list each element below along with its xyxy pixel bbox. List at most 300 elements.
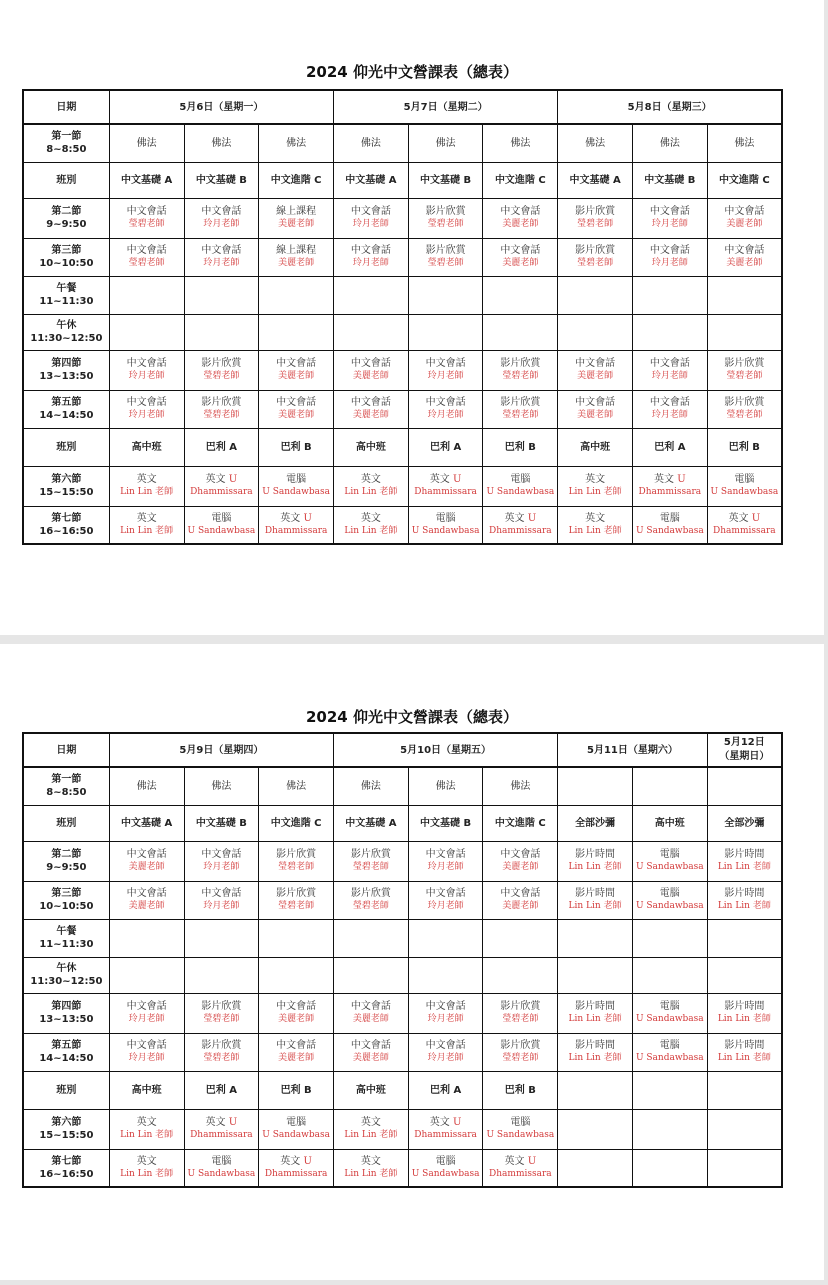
teacher-prefix: U (303, 1155, 312, 1167)
period-row-p5 (23, 1033, 782, 1071)
subject-text: 中文會話 (425, 888, 466, 899)
period-label (23, 805, 109, 841)
schedule-cell (408, 276, 483, 314)
schedule-cell (184, 919, 259, 957)
period-name: 第三節 (51, 245, 82, 256)
period-time: 15~15:50 (39, 487, 94, 498)
subject-text: 中文會話 (425, 849, 466, 860)
subject-text: 電腦 (734, 474, 755, 485)
class-name-cell: 巴利 B (707, 428, 782, 466)
teacher-text: Lin Lin 老師 (568, 525, 622, 536)
period-name: 第三節 (51, 888, 82, 899)
teacher-text: Dhammissara (414, 1130, 477, 1140)
subject-text: 影片時間 (724, 888, 765, 899)
schedule-cell (707, 993, 782, 1033)
teacher-text: 玲月老師 (128, 1014, 165, 1024)
subject-text: 影片欣賞 (500, 1040, 541, 1051)
schedule-cell (259, 1149, 334, 1187)
subject-text: 影片欣賞 (500, 358, 541, 369)
teacher-text: 美麗老師 (502, 862, 539, 872)
schedule-cell (109, 919, 184, 957)
teacher-text: Lin Lin 老師 (717, 901, 771, 911)
schedule-cell (184, 1033, 259, 1071)
class-name-cell: 高中班 (632, 805, 707, 841)
teacher-text: 玲月老師 (427, 1014, 464, 1024)
teacher-text: U Sandawbasa (411, 1168, 480, 1179)
subject-text: 電腦 (211, 1155, 232, 1167)
schedule-cell: 佛法 (184, 767, 259, 805)
teacher-text: Dhammissara (264, 525, 328, 536)
teacher-text: 瑩碧老師 (352, 862, 389, 872)
schedule-cell (334, 506, 409, 544)
subject-text: 中文會話 (201, 849, 242, 860)
subject-text: 英文 (585, 474, 606, 485)
subject-text: 英文 (360, 1117, 381, 1128)
period-time: 13~13:50 (39, 1014, 94, 1025)
period-label (23, 390, 109, 428)
period-label (23, 1033, 109, 1071)
schedule-cell (109, 993, 184, 1033)
schedule-cell (408, 1109, 483, 1149)
teacher-text: U Sandawbasa (635, 525, 704, 536)
class-name-cell: 全部沙彌 (558, 805, 633, 841)
period-name: 第四節 (51, 358, 82, 369)
period-label (23, 506, 109, 544)
teacher-text: Lin Lin 老師 (568, 862, 622, 872)
schedule-cell (558, 1149, 633, 1187)
period-label (23, 1149, 109, 1187)
schedule-cell (483, 466, 558, 506)
schedule-cell (109, 198, 184, 238)
class-name-cell: 中文基礎 A (109, 805, 184, 841)
period-time: 11~11:30 (39, 296, 94, 307)
teacher-prefix: U (228, 474, 238, 485)
period-row-cls1 (23, 805, 782, 841)
teacher-text: 玲月老師 (651, 371, 688, 381)
schedule-cell: 佛法 (109, 124, 184, 162)
schedule-cell (632, 390, 707, 428)
schedule-cell (483, 1109, 558, 1149)
subject-text: 影片欣賞 (500, 397, 541, 408)
class-name-cell: 中文進階 C (259, 805, 334, 841)
schedule-cell (184, 350, 259, 390)
period-name: 第六節 (51, 474, 82, 485)
subject-text: 中文會話 (350, 1001, 391, 1012)
subject-text: 中文會話 (276, 397, 317, 408)
period-row-lunch (23, 276, 782, 314)
schedule-cell (184, 881, 259, 919)
teacher-text: Dhammissara (489, 1168, 552, 1179)
schedule-cell (707, 1033, 782, 1071)
subject-text: 電腦 (435, 512, 456, 524)
schedule-cell (259, 1033, 334, 1071)
period-label (23, 957, 109, 993)
schedule-cell (558, 767, 633, 805)
schedule-cell: 佛法 (707, 124, 782, 162)
subject-text: 電腦 (659, 1001, 680, 1012)
teacher-prefix: U (527, 512, 537, 524)
schedule-cell (483, 350, 558, 390)
subject-text: 英文 U (728, 512, 761, 524)
teacher-text: U Sandawbasa (635, 862, 704, 872)
schedule-cell (558, 314, 633, 350)
date-header-row (23, 733, 782, 767)
schedule-cell (334, 276, 409, 314)
schedule-cell (109, 841, 184, 881)
class-name-cell: 高中班 (558, 428, 633, 466)
class-name-cell: 中文基礎 B (408, 162, 483, 198)
subject-text: 影片欣賞 (575, 245, 616, 256)
schedule-cell (109, 881, 184, 919)
teacher-text: U Sandawbasa (262, 487, 330, 497)
schedule-cell (707, 466, 782, 506)
subject-text: 英文 U (654, 474, 686, 485)
schedule-cell (334, 993, 409, 1033)
teacher-text: Lin Lin 老師 (568, 487, 622, 497)
teacher-text: 美麗老師 (502, 219, 539, 229)
subject-text: 中文會話 (575, 397, 616, 408)
period-time: 14~14:50 (39, 410, 94, 421)
teacher-text: Lin Lin 老師 (344, 525, 398, 536)
teacher-text: 瑩碧老師 (502, 1014, 539, 1024)
subject-text: 中文會話 (126, 245, 167, 256)
teacher-text: Lin Lin 老師 (717, 1014, 771, 1024)
period-time: 8~8:50 (46, 144, 87, 156)
period-name: 午餐 (56, 283, 77, 294)
schedule-cell (408, 1033, 483, 1071)
teacher-prefix: U (527, 1155, 537, 1167)
teacher-text: U Sandawbasa (486, 487, 555, 497)
period-time: 9~9:50 (46, 862, 87, 873)
period-label (23, 162, 109, 198)
day-header-line: （星期日） (719, 751, 770, 762)
class-name-cell: 巴利 A (408, 1071, 483, 1109)
teacher-text: 瑩碧老師 (502, 371, 539, 381)
teacher-text: 瑩碧老師 (203, 1014, 240, 1024)
schedule-cell: 佛法 (483, 767, 558, 805)
teacher-text: 美麗老師 (726, 219, 763, 229)
schedule-cell (334, 957, 409, 993)
class-name-cell: 中文進階 C (259, 162, 334, 198)
subject-text: 英文 U (429, 474, 462, 485)
period-name: 班別 (56, 174, 77, 186)
teacher-text: Dhammissara (414, 487, 477, 497)
period-row-p4 (23, 993, 782, 1033)
subject-text: 影片時間 (724, 1040, 765, 1051)
period-name: 第五節 (51, 1040, 82, 1051)
teacher-text: Dhammissara (264, 1168, 328, 1179)
teacher-text: U Sandawbasa (635, 1014, 704, 1024)
period-label (23, 919, 109, 957)
period-row-p7 (23, 1149, 782, 1187)
subject-text: 影片欣賞 (724, 397, 765, 408)
schedule-cell (109, 957, 184, 993)
period-row-p3 (23, 238, 782, 276)
subject-text: 中文會話 (649, 358, 690, 369)
schedule-cell (632, 238, 707, 276)
schedule-cell (334, 1033, 409, 1071)
subject-text: 中文會話 (276, 1040, 317, 1051)
schedule-cell (408, 350, 483, 390)
teacher-text: 瑩碧老師 (278, 901, 315, 911)
period-row-p2 (23, 841, 782, 881)
schedule-cell (558, 466, 633, 506)
teacher-text: Dhammissara (190, 1130, 253, 1140)
teacher-text: 瑩碧老師 (352, 901, 389, 911)
period-time: 11:30~12:50 (30, 333, 103, 344)
schedule-cell (707, 1149, 782, 1187)
teacher-text: Dhammissara (713, 525, 776, 536)
schedule-cell: 佛法 (632, 124, 707, 162)
subject-text: 影片欣賞 (350, 888, 391, 899)
schedule-cell (259, 841, 334, 881)
class-name-cell: 巴利 A (408, 428, 483, 466)
period-row-p2 (23, 198, 782, 238)
period-name: 第四節 (51, 1001, 82, 1012)
schedule-cell (707, 1109, 782, 1149)
teacher-text: Lin Lin 老師 (120, 525, 174, 536)
subject-text: 英文 (360, 512, 381, 524)
schedule-cell (184, 314, 259, 350)
period-name: 第七節 (51, 1155, 82, 1167)
teacher-text: 美麗老師 (352, 1014, 389, 1024)
schedule-cell (558, 919, 633, 957)
class-name-cell: 巴利 A (184, 428, 259, 466)
class-name-cell: 巴利 A (184, 1071, 259, 1109)
day-header: 5月6日（星期一） (109, 90, 333, 124)
period-label (23, 1071, 109, 1109)
teacher-text: Dhammissara (190, 487, 253, 497)
subject-text: 中文會話 (126, 206, 167, 217)
subject-text: 影片欣賞 (201, 1040, 242, 1051)
period-row-p1 (23, 767, 782, 805)
schedule-cell (483, 506, 558, 544)
schedule-cell (259, 993, 334, 1033)
schedule-cell (632, 276, 707, 314)
schedule-cell (259, 350, 334, 390)
teacher-text: 美麗老師 (128, 862, 165, 872)
teacher-text: Lin Lin 老師 (568, 1014, 622, 1024)
schedule-cell (632, 466, 707, 506)
subject-text: 中文會話 (350, 397, 391, 408)
teacher-text: Lin Lin 老師 (120, 1130, 174, 1140)
schedule-cell (259, 276, 334, 314)
schedule-cell (334, 881, 409, 919)
period-name: 第一節 (51, 774, 82, 786)
corner-label: 日期 (23, 733, 109, 767)
class-name-cell: 全部沙彌 (707, 805, 782, 841)
teacher-text: 玲月老師 (427, 410, 464, 420)
teacher-text: 玲月老師 (128, 371, 165, 381)
subject-text: 影片欣賞 (201, 358, 242, 369)
period-name: 第六節 (51, 1117, 82, 1128)
period-label (23, 993, 109, 1033)
schedule-cell (109, 1149, 184, 1187)
period-time: 8~8:50 (46, 787, 87, 799)
schedule-cell (109, 238, 184, 276)
subject-text: 線上課程 (276, 245, 317, 256)
schedule-cell (632, 841, 707, 881)
subject-text: 英文 (136, 512, 157, 524)
schedule-cell (109, 350, 184, 390)
schedule-cell: 佛法 (408, 124, 483, 162)
class-name-cell: 巴利 B (259, 428, 334, 466)
schedule-cell (184, 238, 259, 276)
subject-text: 中文會話 (500, 849, 541, 860)
schedule-cell (259, 881, 334, 919)
schedule-cell (408, 314, 483, 350)
schedule-cell (632, 1033, 707, 1071)
subject-text: 中文會話 (425, 1001, 466, 1012)
period-row-p1 (23, 124, 782, 162)
subject-text: 中文會話 (350, 245, 391, 256)
schedule-cell (259, 957, 334, 993)
schedule-cell: 佛法 (334, 124, 409, 162)
schedule-cell (707, 957, 782, 993)
teacher-text: 瑩碧老師 (502, 1053, 539, 1063)
teacher-text: 美麗老師 (278, 219, 315, 229)
schedule-cell (483, 881, 558, 919)
subject-text: 中文會話 (500, 206, 541, 217)
subject-text: 影片欣賞 (350, 849, 391, 860)
schedule-cell (408, 1149, 483, 1187)
period-name: 班別 (56, 1084, 77, 1096)
class-name-cell: 中文基礎 B (184, 805, 259, 841)
period-name: 第二節 (51, 206, 82, 217)
teacher-text: 玲月老師 (352, 219, 389, 229)
teacher-text: 瑩碧老師 (427, 219, 464, 229)
subject-text: 英文 U (280, 512, 312, 524)
subject-text: 中文會話 (350, 358, 391, 369)
period-name: 第一節 (51, 131, 82, 143)
subject-text: 中文會話 (724, 245, 765, 256)
day-header: 5月11日（星期六） (558, 733, 707, 767)
teacher-text: 美麗老師 (278, 1014, 315, 1024)
teacher-text: 玲月老師 (203, 258, 240, 268)
class-name-cell: 巴利 B (483, 1071, 558, 1109)
subject-text: 電腦 (510, 474, 531, 485)
schedule-cell: 佛法 (184, 124, 259, 162)
period-row-p5 (23, 390, 782, 428)
schedule-cell (558, 506, 633, 544)
schedule-cell (408, 881, 483, 919)
teacher-text: 美麗老師 (278, 410, 315, 420)
subject-text: 影片欣賞 (201, 397, 242, 408)
schedule-cell (334, 1149, 409, 1187)
schedule-cell: 佛法 (334, 767, 409, 805)
period-name: 午休 (56, 963, 77, 974)
period-row-p6 (23, 466, 782, 506)
schedule-cell (184, 390, 259, 428)
subject-text: 英文 U (429, 1117, 462, 1128)
schedule-cell (184, 276, 259, 314)
schedule-cell (632, 1149, 707, 1187)
subject-text: 中文會話 (276, 1001, 317, 1012)
period-time: 10~10:50 (39, 901, 94, 912)
teacher-text: 瑩碧老師 (203, 1053, 240, 1063)
schedule-cell (707, 238, 782, 276)
schedule-table (22, 732, 783, 1188)
schedule-cell (483, 314, 558, 350)
teacher-text: Lin Lin 老師 (344, 1130, 398, 1140)
schedule-cell (334, 390, 409, 428)
subject-text: 中文會話 (575, 358, 616, 369)
teacher-text: 美麗老師 (577, 410, 614, 420)
schedule-cell (334, 314, 409, 350)
period-label (23, 466, 109, 506)
teacher-text: 玲月老師 (427, 901, 464, 911)
schedule-cell (558, 198, 633, 238)
subject-text: 線上課程 (276, 206, 317, 217)
period-time: 13~13:50 (39, 371, 94, 382)
subject-text: 中文會話 (649, 206, 690, 217)
schedule-sheet-1 (0, 0, 824, 635)
schedule-cell (184, 993, 259, 1033)
class-name-cell: 中文進階 C (707, 162, 782, 198)
subject-text: 中文會話 (350, 206, 391, 217)
schedule-cell (259, 314, 334, 350)
subject-text: 中文會話 (126, 888, 167, 899)
teacher-text: 美麗老師 (128, 901, 165, 911)
period-time: 15~15:50 (39, 1130, 94, 1141)
subject-text: 影片欣賞 (276, 849, 317, 860)
teacher-text: 玲月老師 (651, 258, 688, 268)
period-row-p4 (23, 350, 782, 390)
schedule-cell (707, 919, 782, 957)
teacher-text: 瑩碧老師 (427, 258, 464, 268)
teacher-text: 瑩碧老師 (577, 258, 614, 268)
period-label (23, 881, 109, 919)
teacher-text: 玲月老師 (203, 862, 240, 872)
period-name: 第五節 (51, 397, 82, 408)
subject-text: 影片欣賞 (724, 358, 765, 369)
schedule-cell (558, 276, 633, 314)
period-name: 班別 (56, 817, 77, 829)
period-label (23, 428, 109, 466)
schedule-cell (109, 466, 184, 506)
schedule-cell (707, 314, 782, 350)
subject-text: 中文會話 (201, 888, 242, 899)
teacher-text: Dhammissara (489, 525, 552, 536)
subject-text: 中文會話 (201, 206, 242, 217)
teacher-text: 玲月老師 (427, 371, 464, 381)
schedule-cell (259, 238, 334, 276)
subject-text: 中文會話 (201, 245, 242, 256)
subject-text: 英文 U (205, 1117, 238, 1128)
teacher-text: U Sandawbasa (187, 525, 256, 536)
schedule-table (22, 89, 783, 545)
schedule-cell (334, 350, 409, 390)
subject-text: 中文會話 (425, 1040, 466, 1051)
subject-text: 影片時間 (575, 849, 616, 860)
schedule-cell (558, 993, 633, 1033)
schedule-cell (632, 198, 707, 238)
period-label (23, 767, 109, 805)
subject-text: 中文會話 (649, 245, 690, 256)
schedule-cell (632, 1109, 707, 1149)
teacher-text: 美麗老師 (278, 258, 315, 268)
schedule-cell: 佛法 (259, 124, 334, 162)
teacher-text: Lin Lin 老師 (120, 487, 174, 497)
period-label (23, 198, 109, 238)
schedule-cell: 佛法 (109, 767, 184, 805)
schedule-cell (558, 238, 633, 276)
subject-text: 中文會話 (126, 1040, 167, 1051)
subject-text: 中文會話 (724, 206, 765, 217)
schedule-cell (334, 198, 409, 238)
teacher-text: 瑩碧老師 (726, 410, 763, 420)
teacher-text: 美麗老師 (352, 1053, 389, 1063)
